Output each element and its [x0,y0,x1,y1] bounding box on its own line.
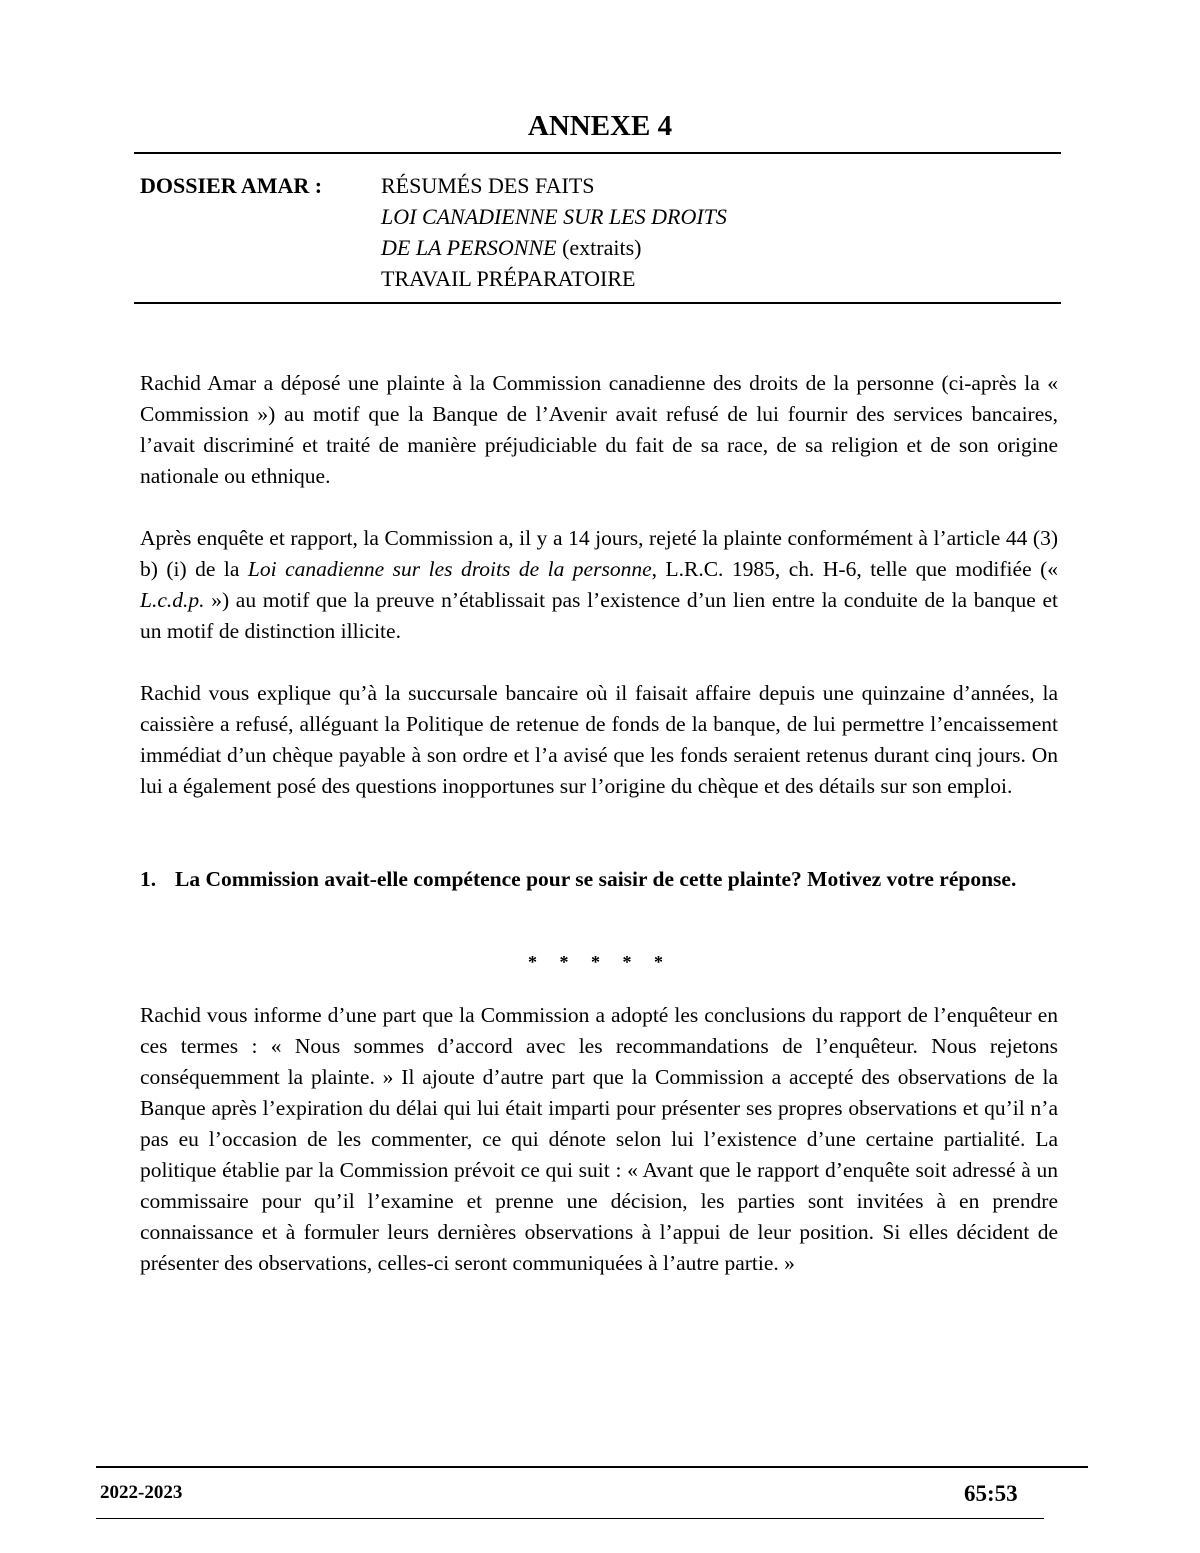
footer-top-rule [96,1466,1088,1468]
act-abbreviation: L.c.d.p. [140,588,205,612]
header-top-rule [134,152,1061,154]
paragraph-commission-policy: Rachid vous informe d’une part que la Commission a adopté les conclusions du rapport de l’enquêteur en ces termes : « Nous sommes d’accord avec les recommandations de l’enquêteur. Nous rejetons conséquemment la plainte. » Il ajoute d’autre part que la Commission a accepté des observations de la Banque après l’expiration du délai qui lui était imparti pour présenter ses propres observations et qu’il n’a pas eu l’occasion de les commenter, ce qui dénote selon lui l’existence d’une certaine partialité. La politique établie par la Commission prévoit ce qui suit : « Avant que le rapport d’enquête soit adressé à un commissaire pour qu’il l’examine et prenne une décision, les parties sont invitées à en prendre connaissance et à formuler leurs dernières observations à l’appui de leur position. Si elles décident de présenter des observations, celles-ci seront communiquées à l’autre partie. » [140,1003,1058,1275]
paragraph-complaint: Rachid Amar a déposé une plainte à la Commission canadienne des droits de la personne (ci-après la « Commission ») au motif que la Banque de l’Avenir avait refusé de lui fournir des services bancaires, l’avait discriminé et traité de manière préjudiciable du fait de sa race, de sa religion et de son origine nationale ou ethnique. [140,371,1058,488]
footer-bottom-rule [96,1518,1044,1519]
dossier-subjects [381,170,727,294]
footer-year: 2022-2023 [100,1482,183,1503]
paragraph-branch: Rachid vous explique qu’à la succursale bancaire où il faisait affaire depuis une quinzaine d’années, la caissière a refusé, alléguant la Politique de retenue de fonds de la banque, de lui permettre l’encaissement immédiat d’un chèque payable à son ordre et l’a avisé que les fonds seraient retenus durant cinq jours. On lui a également posé des questions inopportunes sur l’origine du chèque et des détails sur son emploi. [140,681,1058,798]
dossier-line-act-cont [381,232,727,263]
act-title: Loi canadienne sur les droits de la personne [247,557,652,581]
section-separator: * * * * * [528,952,672,972]
paragraph-investigation [140,523,1058,647]
dossier-line-act-italic: DE LA PERSONNE [381,235,557,260]
paragraph-investigation-c: ») au motif que la preuve n’établissait pas l’existence d’un lien entre la conduite de la banque et un motif de distinction illicite. [140,588,1058,643]
question-number: 1. [140,867,157,891]
dossier-line-act-suffix: (extraits) [556,235,642,260]
paragraph-investigation-b: , L.R.C. 1985, ch. H-6, telle que modifiée (« [651,557,1058,581]
annex-title: ANNEXE 4 [527,110,673,142]
dossier-line-prep: TRAVAIL PRÉPARATOIRE [381,266,636,291]
question-1 [140,864,1058,895]
footer-page-number: 65:53 [964,1481,1018,1506]
dossier-line-facts: RÉSUMÉS DES FAITS [381,173,595,198]
dossier-label: DOSSIER AMAR : [140,173,323,198]
dossier-line-act: LOI CANADIENNE SUR LES DROITS [381,204,727,229]
header-bottom-rule [134,302,1061,304]
question-text: La Commission avait-elle compétence pour se saisir de cette plainte? Motivez votre réponse. [175,867,1017,891]
paragraph-investigation-a: Après enquête et rapport, la Commission a, il y a 14 jours, rejeté la plainte conformément à l’article 44 (3) b) (i) de la [140,526,1058,581]
